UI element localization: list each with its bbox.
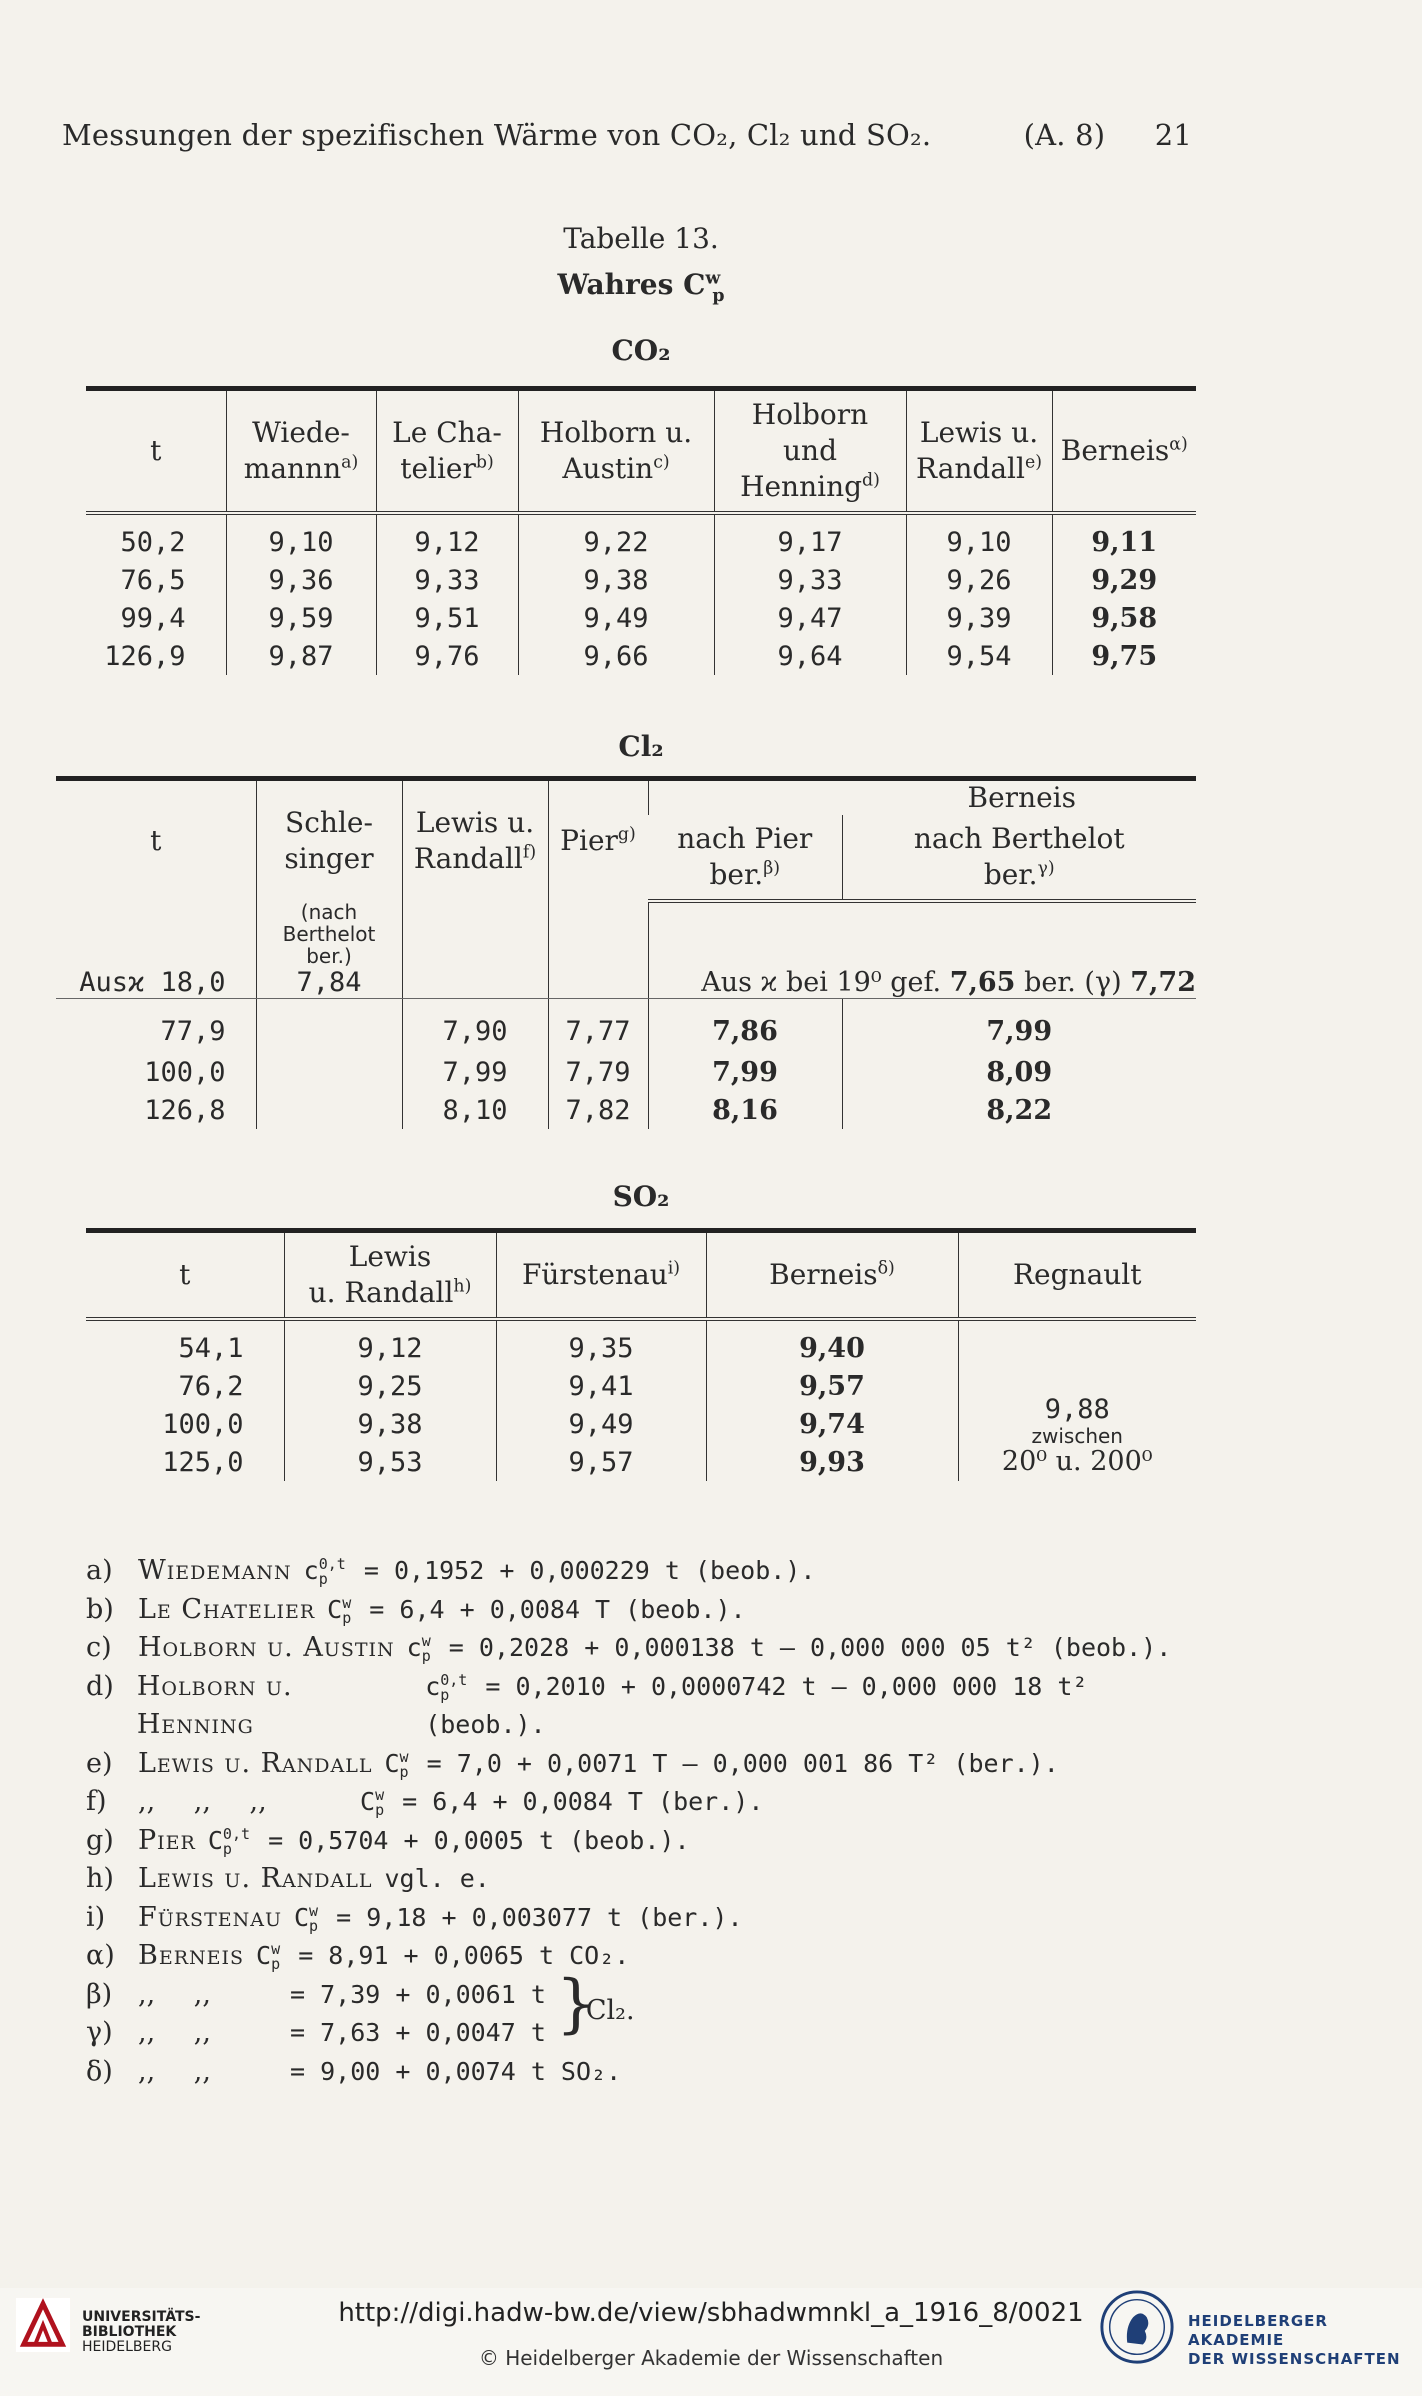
cl2-cell: 8,16 xyxy=(648,1091,842,1129)
footnote: b) Le Chatelier C w p = 6,4 + 0,0084 T (beob.). xyxy=(86,1593,746,1627)
footnote: γ) ,, ,, = 7,63 + 0,0047 t xyxy=(86,2017,546,2048)
so2-h-fuerstenau: Fürstenau$^{i)}$ xyxy=(496,1231,706,1320)
cl2-cell xyxy=(256,999,402,1054)
cl2-cell: 7,79 xyxy=(548,1053,648,1091)
co2-cell: 126,9 xyxy=(104,640,186,672)
footnote: α) Berneis C w p = 8,91 + 0,0065 t CO₂. xyxy=(86,1940,630,1973)
table-row xyxy=(86,599,1196,637)
header-title: Messungen der spezifischen Wärme von CO₂, Cl₂ und SO₂. xyxy=(62,118,932,152)
table-row xyxy=(86,561,1196,599)
footnote: f) ,, ,, ,, C w p = 6,4 + 0,0084 T (ber.). xyxy=(86,1786,764,1819)
so2-cell: 9,53 xyxy=(284,1443,496,1481)
running-head xyxy=(62,118,1192,152)
co2-cell: 9,54 xyxy=(906,637,1052,675)
cl2-cell: 7,99 xyxy=(842,999,1196,1054)
cl2-cell: 7,77 xyxy=(548,999,648,1054)
co2-cell: 76,5 xyxy=(120,564,186,596)
page-number: 21 xyxy=(1154,118,1192,152)
co2-cell: 9,59 xyxy=(226,599,376,637)
co2-cell: 9,39 xyxy=(906,599,1052,637)
so2-cell: 9,93 xyxy=(706,1443,958,1481)
source-url[interactable]: http://digi.hadw-bw.de/view/sbhadwmnkl_a_1916_8/0021 xyxy=(338,2298,1084,2328)
co2-cell: 9,33 xyxy=(714,561,906,599)
table-row xyxy=(86,513,1196,561)
footer xyxy=(0,2288,1422,2396)
co2-h-lewis-randall: Lewis u. Randall$^{e)}$ xyxy=(906,389,1052,514)
co2-cell: 9,58 xyxy=(1052,599,1196,637)
university-library-name: UNIVERSITÄTS- BIBLIOTHEK HEIDELBERG xyxy=(82,2309,201,2355)
header-ref: (A. 8) xyxy=(1023,118,1106,152)
co2-cell: 9,87 xyxy=(226,637,376,675)
cl2-cell: 100,0 xyxy=(144,1056,226,1088)
so2-h-regnault: Regnault xyxy=(958,1231,1196,1320)
co2-cell: 9,66 xyxy=(518,637,714,675)
co2-cell: 9,11 xyxy=(1052,513,1196,561)
co2-cell: 99,4 xyxy=(120,602,186,634)
table-row xyxy=(56,1053,1196,1091)
so2-cell: 9,74 xyxy=(706,1405,958,1443)
so2-table xyxy=(86,1228,1196,1481)
footnote: e) Lewis u. Randall C w p = 7,0 + 0,0071 T — 0,000 001 86 T² (ber.). xyxy=(86,1747,1059,1781)
cl2-cell xyxy=(256,1053,402,1091)
cl2-aus-note: Aus ϰ bei 19⁰ gef. 7,65 ber. (γ) 7,72 xyxy=(648,901,1196,999)
footnote: a) Wiedemann c 0,t p = 0,1952 + 0,000229 t (beob.). xyxy=(86,1555,816,1588)
co2-h-holborn-henning: Holborn und Henning$^{d)}$ xyxy=(714,389,906,514)
co2-cell: 9,33 xyxy=(376,561,518,599)
so2-cell: 9,49 xyxy=(496,1405,706,1443)
so2-label: SO₂ xyxy=(612,1180,670,1213)
cl2-aus-t: Ausϰ 18,0 xyxy=(56,901,256,999)
so2-cell: 9,25 xyxy=(284,1367,496,1405)
so2-regnault-cell: 9,88 zwischen 20⁰ u. 200⁰ xyxy=(958,1319,1196,1481)
cl2-cell: 77,9 xyxy=(160,1015,226,1047)
so2-cell: 9,38 xyxy=(284,1405,496,1443)
academy-name: HEIDELBERGER AKADEMIE DER WISSENSCHAFTEN xyxy=(1188,2312,1401,2368)
table-row xyxy=(86,1319,1196,1367)
co2-cell: 9,29 xyxy=(1052,561,1196,599)
table-title: Tabelle 13. xyxy=(563,222,719,255)
co2-cell: 50,2 xyxy=(120,526,186,558)
cl2-cell: 7,82 xyxy=(548,1091,648,1129)
cl2-cell: 8,10 xyxy=(402,1091,548,1129)
cl2-label: Cl₂ xyxy=(618,730,664,763)
co2-cell: 9,75 xyxy=(1052,637,1196,675)
cl2-table xyxy=(56,776,1196,1129)
cl2-h-berneis: Berneis xyxy=(648,779,1196,816)
co2-cell: 9,38 xyxy=(518,561,714,599)
cl2-h-lewis: Lewis u. Randall$^{f)}$ xyxy=(402,779,548,902)
cl2-aus-schlesinger: (nach Berthelot ber.) 7,84 xyxy=(256,901,402,999)
co2-h-holborn-austin: Holborn u. Austin$^{c)}$ xyxy=(518,389,714,514)
co2-h-berneis: Berneis$^{\alpha)}$ xyxy=(1052,389,1196,514)
footnote: i) Fürstenau C w p = 9,18 + 0,003077 t (ber.). xyxy=(86,1901,743,1935)
cl2-cell: 7,99 xyxy=(648,1053,842,1091)
so2-h-t: t xyxy=(86,1231,284,1320)
cl2-h-nach-berthelot: nach Berthelot ber.$^{\gamma)}$ xyxy=(842,815,1196,901)
table-row xyxy=(56,999,1196,1054)
co2-cell: 9,22 xyxy=(518,513,714,561)
cl2-cell: 126,8 xyxy=(144,1094,226,1126)
co2-label: CO₂ xyxy=(611,334,671,367)
so2-h-berneis: Berneis$^{\delta)}$ xyxy=(706,1231,958,1320)
so2-cell: 125,0 xyxy=(162,1446,244,1478)
so2-cell: 9,57 xyxy=(496,1443,706,1481)
table-subtitle: Wahres $C^w_p$ xyxy=(557,268,725,306)
cl2-h-schlesinger: Schle- singer xyxy=(256,779,402,902)
so2-cell: 54,1 xyxy=(178,1332,244,1364)
so2-cell: 9,35 xyxy=(496,1319,706,1367)
cl2-h-nach-pier: nach Pier ber.$^{\beta)}$ xyxy=(648,815,842,901)
table-row xyxy=(86,637,1196,675)
cl2-cell: 7,99 xyxy=(402,1053,548,1091)
co2-cell: 9,49 xyxy=(518,599,714,637)
table-row xyxy=(56,1091,1196,1129)
so2-cell: 100,0 xyxy=(162,1408,244,1440)
copyright: © Heidelberger Akademie der Wissenschaften xyxy=(478,2346,944,2370)
co2-h-lechatelier: Le Cha- telier$^{b)}$ xyxy=(376,389,518,514)
cl2-cell: 7,90 xyxy=(402,999,548,1054)
footnote: g) Pier C 0,t p = 0,5704 + 0,0005 t (beob.). xyxy=(86,1824,690,1858)
footnote: d) Holborn u. Henning c 0,t p = 0,2010 + 0,0000742 t — 0,000 000 18 t² (beob.). xyxy=(86,1670,1088,1740)
co2-cell: 9,10 xyxy=(906,513,1052,561)
so2-cell: 9,41 xyxy=(496,1367,706,1405)
so2-cell: 76,2 xyxy=(178,1370,244,1402)
co2-cell: 9,36 xyxy=(226,561,376,599)
cl2-cell: 8,22 xyxy=(842,1091,1196,1129)
footnote: δ) ,, ,, = 9,00 + 0,0074 t SO₂. xyxy=(86,2055,622,2087)
so2-cell: 9,57 xyxy=(706,1367,958,1405)
co2-cell: 9,17 xyxy=(714,513,906,561)
footnote: β) ,, ,, = 7,39 + 0,0061 t } Cl₂. xyxy=(86,1966,635,2041)
cl2-cell: 8,09 xyxy=(842,1053,1196,1091)
so2-h-lewis: Lewis u. Randall$^{h)}$ xyxy=(284,1231,496,1320)
co2-cell: 9,51 xyxy=(376,599,518,637)
academy-seal-icon xyxy=(1098,2288,1176,2366)
co2-cell: 9,10 xyxy=(226,513,376,561)
cl2-h-pier: Pier$^{g)}$ xyxy=(548,779,648,902)
footnote: h) Lewis u. Randall vgl. e. xyxy=(86,1863,490,1894)
co2-h-wiedemann: Wiede- mannn$^{a)}$ xyxy=(226,389,376,514)
cl2-h-t: t xyxy=(56,779,256,902)
so2-cell: 9,40 xyxy=(706,1319,958,1367)
co2-cell: 9,76 xyxy=(376,637,518,675)
co2-cell: 9,47 xyxy=(714,599,906,637)
co2-cell: 9,12 xyxy=(376,513,518,561)
cl2-cell xyxy=(256,1091,402,1129)
co2-cell: 9,26 xyxy=(906,561,1052,599)
co2-table xyxy=(86,386,1196,675)
footnotes xyxy=(86,1552,1206,2091)
so2-cell: 9,12 xyxy=(284,1319,496,1367)
footnote: c) Holborn u. Austin c w p = 0,2028 + 0,000138 t — 0,000 000 05 t² (beob.). xyxy=(86,1632,1172,1665)
cl2-cell: 7,86 xyxy=(648,999,842,1054)
co2-h-t: t xyxy=(86,389,226,514)
co2-cell: 9,64 xyxy=(714,637,906,675)
